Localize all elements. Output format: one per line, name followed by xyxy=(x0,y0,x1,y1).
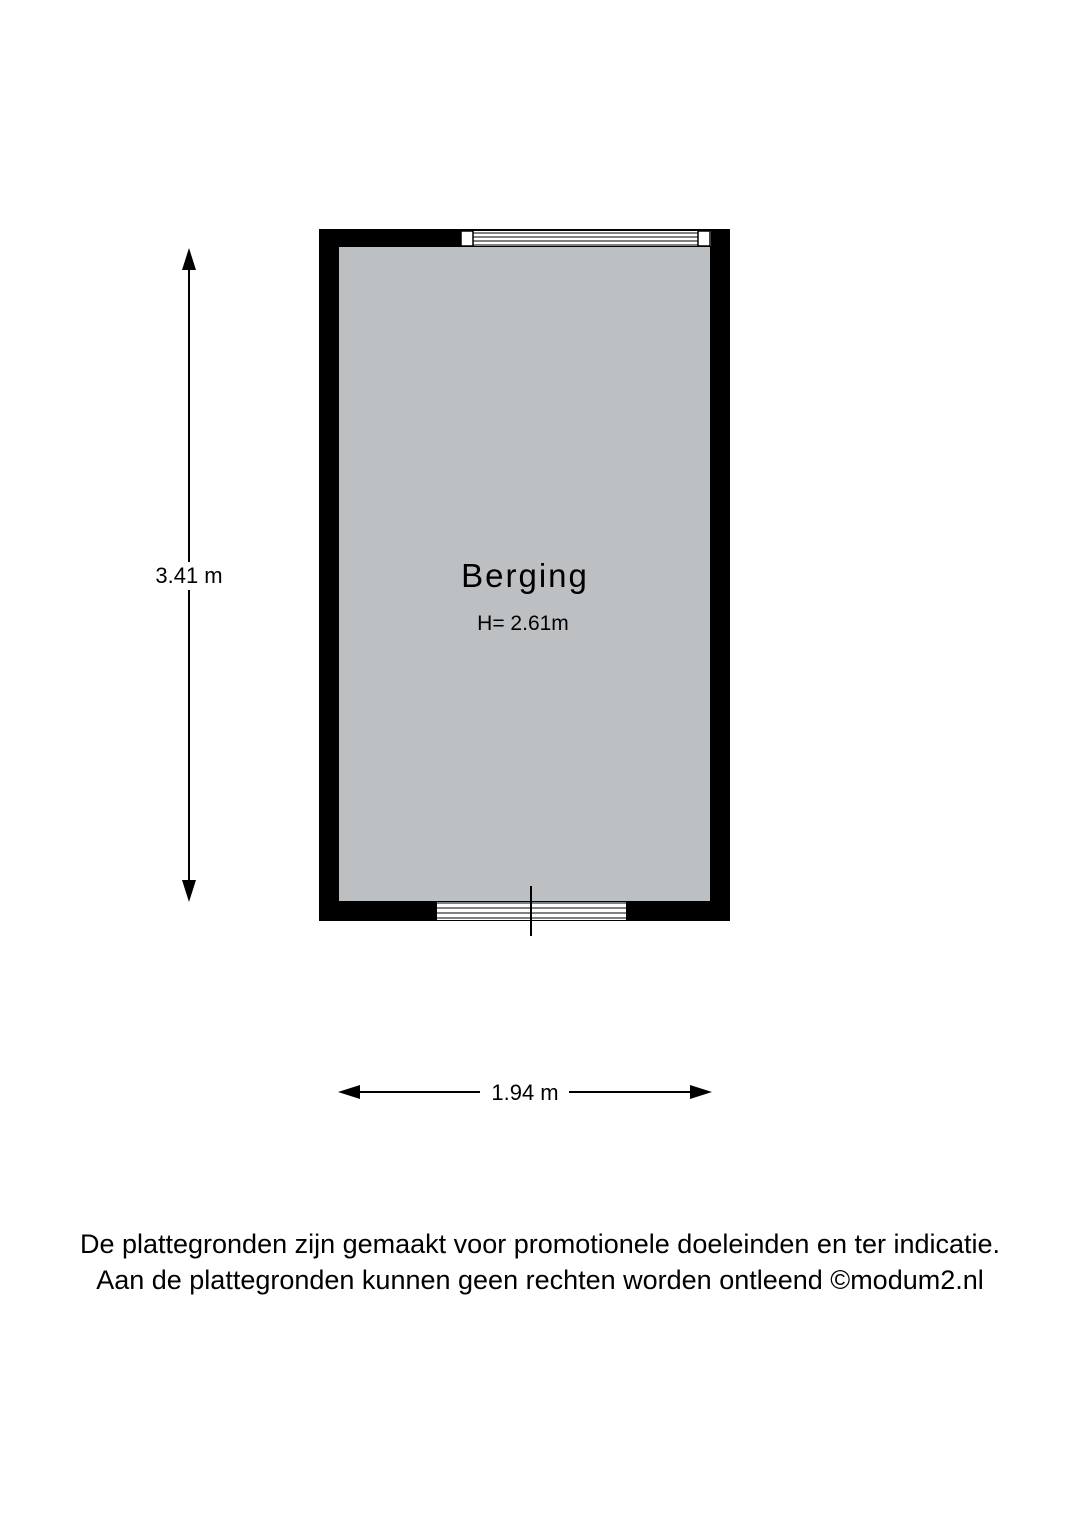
disclaimer xyxy=(0,1226,1080,1298)
window-top xyxy=(461,231,711,246)
arrow-left-icon xyxy=(338,1085,360,1099)
arrow-down-icon xyxy=(182,880,196,902)
arrow-right-icon xyxy=(690,1085,712,1099)
disclaimer-line-1: De plattegronden zijn gemaakt voor promotionele doeleinden en ter indicatie. xyxy=(79,1229,1001,1259)
disclaimer-line-2: Aan de plattegronden kunnen geen rechten worden ontleend ©modum2.nl xyxy=(96,1265,984,1295)
room-height: H= 2.61m xyxy=(477,612,569,635)
vertical-dimension-label: 3.41 m xyxy=(155,563,223,588)
arrow-up-icon xyxy=(182,248,196,270)
room-name: Berging xyxy=(461,557,589,594)
vertical-dimension xyxy=(155,248,222,902)
horizontal-dimension xyxy=(338,1080,712,1105)
horizontal-dimension-label: 1.94 m xyxy=(491,1080,559,1105)
